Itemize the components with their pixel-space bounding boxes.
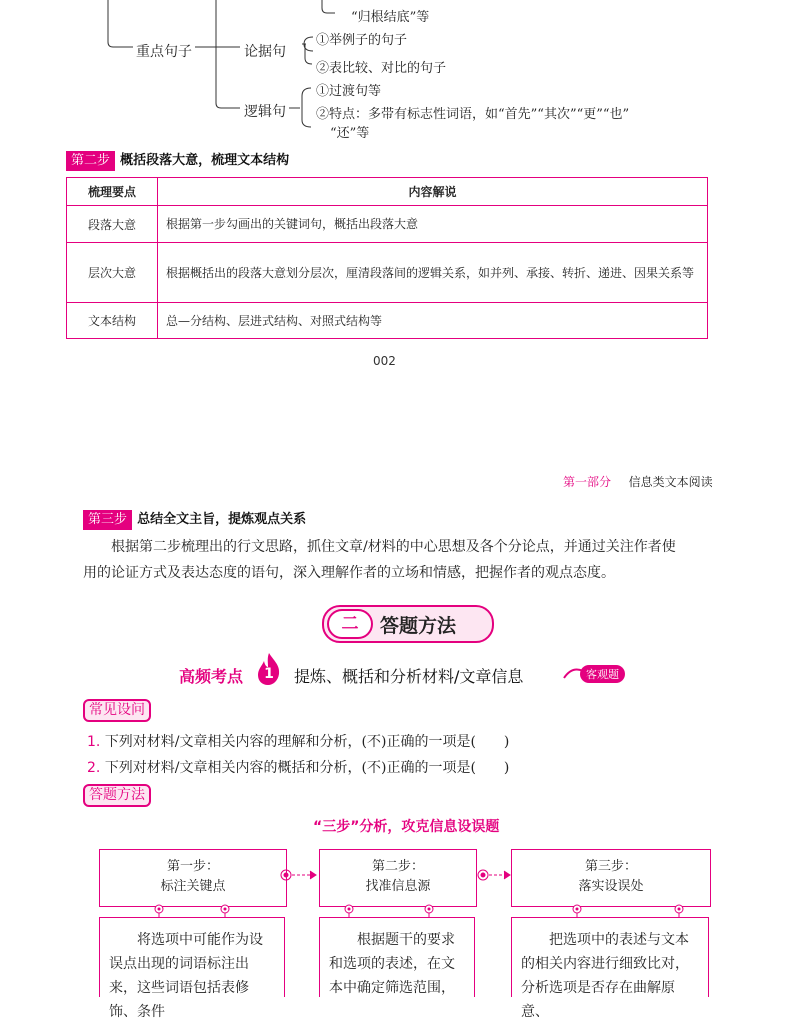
topic-label: 高频考点 <box>179 667 244 686</box>
flow-step-description: 把选项中的表述与文本的相关内容进行细致比对，分析选项是否存在曲解原意、 <box>511 917 709 997</box>
flow-step-number: 第二步： <box>371 859 424 874</box>
section-number: 二 <box>327 609 373 639</box>
flow-arrows <box>278 866 528 886</box>
running-header-section: 信息类文本阅读 <box>628 475 713 489</box>
section-title-pill <box>322 605 494 643</box>
table-header: 梳理要点 <box>67 178 158 206</box>
step3-paragraph <box>83 534 733 586</box>
topic-number: 1 <box>264 666 274 682</box>
paragraph-line: 用的论证方式及表达态度的语句，深入理解作者的立场和情感，把握作者的观点态度。 <box>83 565 615 581</box>
tree-logic-item: ②特点：多带有标志性词语，如“首先”“其次”“更”“也” <box>316 107 630 122</box>
paragraph-line: 根据第二步梳理出的行文思路，抓住文章/材料的中心思想及各个分论点，并通过关注作者使 <box>111 539 676 555</box>
table-header-row <box>67 178 708 206</box>
question-text: 下列对材料/文章相关内容的概括和分析，(不)正确的一项是( ) <box>104 760 510 776</box>
question-item <box>87 731 509 751</box>
method-heading <box>83 784 151 807</box>
tree-logic-item: ①过渡句等 <box>316 84 382 99</box>
table-cell-key: 段落大意 <box>67 206 158 243</box>
tree-top-line: “归根结底”等 <box>351 10 430 25</box>
question-number: 2. <box>87 760 101 776</box>
tree-node-key-sentences: 重点句子 <box>136 44 192 60</box>
flow-step-number: 第一步： <box>166 859 219 874</box>
table-header: 内容解说 <box>158 178 708 206</box>
objective-tag: 客观题 <box>580 665 625 683</box>
topic-title: 提炼、概括和分析材料/文章信息 <box>294 667 524 686</box>
step3-title: 总结全文主旨，提炼观点关系 <box>137 512 307 527</box>
tree-node-logic-sentences: 逻辑句 <box>244 104 286 120</box>
step2-badge: 第二步 <box>66 151 115 171</box>
step2-heading <box>66 149 289 171</box>
table-row <box>67 303 708 339</box>
method-subtitle: “三步”分析，攻克信息设误题 <box>313 819 500 835</box>
step2-table <box>66 177 708 339</box>
step3-badge: 第三步 <box>83 510 132 530</box>
flow-step-name: 标注关键点 <box>160 879 226 894</box>
page-number: 002 <box>373 354 396 368</box>
flow-step-description: 根据题干的要求和选项的表述，在文本中确定筛选范围， <box>319 917 475 997</box>
section-title: 答题方法 <box>380 615 457 637</box>
topic-heading <box>179 664 243 687</box>
table-cell-value: 总—分结构、层进式结构、对照式结构等 <box>158 303 708 339</box>
running-header-part: 第一部分 <box>563 475 612 489</box>
common-questions-label: 常见设问 <box>83 699 151 722</box>
table-row <box>67 243 708 303</box>
tree-logic-item: “还”等 <box>330 126 370 141</box>
question-item <box>87 757 509 777</box>
tree-argument-item: ①举例子的句子 <box>316 33 408 48</box>
flow-step-description: 将选项中可能作为设误点出现的词语标注出来，这些词语包括表修饰、条件 <box>99 917 285 997</box>
step2-title: 概括段落大意，梳理文本结构 <box>120 153 290 168</box>
table-cell-value: 根据概括出的段落大意划分层次，厘清段落间的逻辑关系，如并列、承接、转折、递进、因果关系等 <box>158 243 708 303</box>
tree-node-argument-sentences: 论据句 <box>244 44 286 60</box>
table-cell-value: 根据第一步勾画出的关键词句，概括出段落大意 <box>158 206 708 243</box>
method-label: 答题方法 <box>83 784 151 807</box>
question-number: 1. <box>87 734 101 750</box>
step3-heading <box>83 508 306 530</box>
table-cell-key: 层次大意 <box>67 243 158 303</box>
flow-step-name: 落实设误处 <box>578 879 644 894</box>
flow-step-number: 第三步： <box>584 859 637 874</box>
tree-argument-item: ②表比较、对比的句子 <box>316 61 447 76</box>
running-header <box>563 473 713 490</box>
table-row <box>67 206 708 243</box>
common-questions-heading <box>83 699 151 722</box>
flow-step-name: 找准信息源 <box>365 879 431 894</box>
question-text: 下列对材料/文章相关内容的理解和分析，(不)正确的一项是( ) <box>104 734 510 750</box>
table-cell-key: 文本结构 <box>67 303 158 339</box>
